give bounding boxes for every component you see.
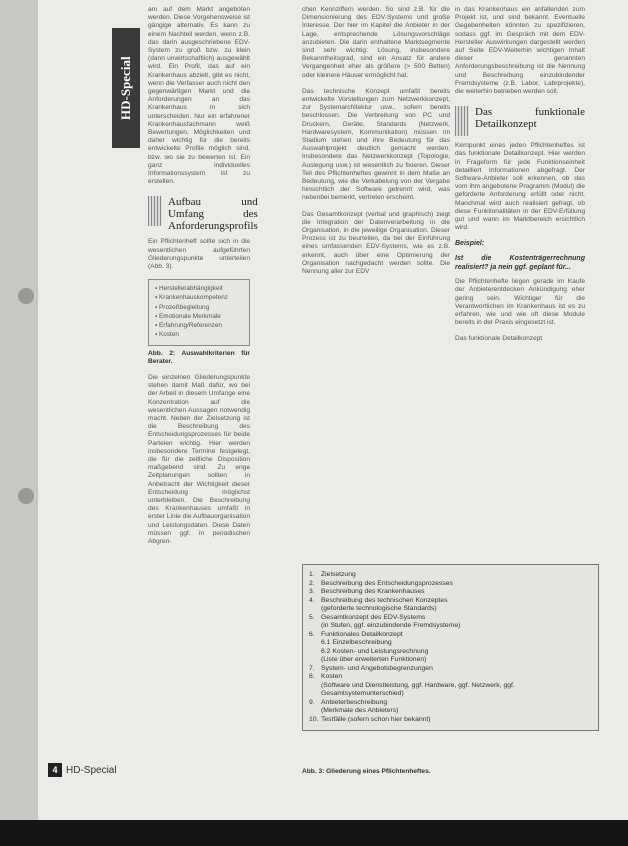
heading-marker [455,106,469,136]
page-footer [48,763,117,777]
col1-heading-paragraph: Ein Pflichtenheft sollte sich in die wesentlichen aufgeführten Gliederungspunkte unterteilen (Abb. 3). [148,238,250,271]
criteria-item: ▪ Herstellerabhängigkeit [155,285,223,293]
col1-intro: am auf dem Markt angeboten werden. Diese Vorgehensweise ist gängige alternativ. Es kann zu einem Nachteil werden, wenn z.B. das darin ausgeschriebene EDV-System zu groß bzw. zu klein (dann unwirtschaftlich) ausgewählt wird. Ein Profil, das auf ein Krankenhaus abzielt, gibt es nicht, wenn die Verfasser auch nicht den gegenwärtigen Markt und die Anforderungen an das Krankenhaus in sich unterscheiden. Nur ein erfahrener Krankenhausfachmann weiß Bewertungen, Möglichkeiten und daher wichtig für die bereits entwickelte Profile möglich sind, bzw. wo sie zu bewerten ist. Ein ganz individuelles Informationssystem ist zu erstellen. [148,6,250,186]
col3-paragraph-1: in das Krankenhaus ein anfallenden zum Projekt ist, und sind bekannt. Eventuelle Gegebenheiten könnten zu spezifizieren, sodass ggf. im Gespräch mit dem EDV-Hersteller Auswirkungen dargestellt werden auf Seite EDV-Weiterhin wichtigen Inhalt dieser genannten Anforderungsbeschreibung ist die Nennung und Beschreibung einzubindender Fremdsysteme (z.B. Labor, Labrprojekte), die weiterhin betrieben werden soll. [455,6,585,96]
criteria-item: ▪ Erfahrung/Referenzen [155,322,222,330]
punch-hole-top [18,288,34,304]
column-3 [455,6,585,352]
outline-item: 5. Gesamtkonzept des EDV-Systems [309,613,426,621]
outline-item: 6. Funktionales Detailkonzept [309,630,403,638]
side-label: HD-Special [112,28,140,148]
page-edge-shadow [0,0,38,846]
scan-border [0,820,628,846]
outline-box [302,564,599,731]
col1-paragraph-2: Die einzelnen Gliederungspunkte stehen damit Maß dafür, wo bei der Arbeit in diesem Umfange eine Konzentration auf die wesentlichen Aussagen notwendig macht. Neben der Zielsetzung ist die Beschreibung des Entscheidungsprozesses für beide Parteien wichtig. Hier werden insbesondere Termine festgelegt, die für die zeitliche Disposition maßgebend sind. Zu enge Zeitplanungen sollten in Anbetracht der Wichtigkeit dieser Entscheidung möglichst unterbleiben. Die Beschreibung des Krankenhauses umfaßt in erster Linie die Aufbauorganisation und Leistungsdaten. Diese Daten müssen ggf. in periodischen Abgren- [148,373,250,545]
criteria-box [148,279,250,345]
page-number: 4 [48,763,62,777]
col2-paragraph-2: Das technische Konzept umfaßt bereits entwickelte Vorstellungen zum Netzwerkkonzept, zur Systemarchitektur usw., sofern bereits beschlossen. Die Verbreitung von PC und Druckern, Geräte, Standards (Netzwerk, Hardwaresystem, Kommunikation) müssen im Stadium stehen und ihre Bedeutung für das Auswahlprojekt deutlich gemacht werden. Insbesondere das Netzwerkkonzept (Topologie, Auslegung usw.) ist wesentlich zu fixieren. Dieser Teil des Pflichtenheftes gewinnt in dem Maße an Bedeutung, wie die Verkabelung von der Vergabe hinsichtlich der Software getrennt wird, was nebenbei bemerkt, vertreten erscheint. [302,87,450,202]
figure-caption-2: Abb. 2: Auswahlkriterien für Berater. [148,349,250,365]
outline-item: 10. Testfälle (sofern schon hier bekannt) [309,715,431,723]
outline-item: 1. Zielsetzung [309,571,356,578]
col3-heading [455,106,585,136]
col1-heading-text: Aufbau und Umfang des Anforderungsprofils [168,196,258,233]
outline-item: 4. Beschreibung des technischen Konzeptes [309,596,448,604]
outline-note: (in Stufen, ggf. einzubindende Fremdsysteme) [321,622,461,629]
col1-heading [148,196,258,233]
outline-subitem: 6.2 Kosten- und Leistungsrechnung [321,647,429,655]
criteria-item: ▪ Emotionale Merkmale [155,312,221,320]
outline-item: 8. Kosten [309,673,343,680]
outline-note: (Merkmale des Anbieters) [321,707,399,714]
heading-marker [148,196,162,226]
col3-paragraph-4: Das funktionale Detailkonzept [455,335,543,343]
column-2 [302,6,450,284]
outline-item: 2. Beschreibung des Entscheidungsprozesses [309,579,453,587]
column-1 [148,6,258,554]
outline-subitem: 6.1 Einzelbeschreibung [321,639,392,646]
criteria-item: ▪ Krankenhauskompetenz [155,294,228,302]
outline-note: (Software und Dienstleistung, ggf. Hardware, ggf. Netzwerk, ggf. Gesamtsystemunterschied) [321,681,515,697]
criteria-item: ▪ Kosten [155,331,179,339]
figure-caption-3: Abb. 3: Gliederung eines Pflichtenheftes. [302,768,431,775]
publication-name: HD-Special [66,764,117,776]
outline-item: 9. Anbieterbeschreibung [309,698,388,706]
example-question: Ist die Kostenträgerrechnung realisiert? ja nein ggf. geplant für... [455,255,585,271]
outline-note: (geforderte technologische Standards) [321,605,437,612]
col2-paragraph-1: chen Kennziffern werden. So sind z.B. für die Dimensionierung des EDV-Systems und große Interesse. Der hier im Kapitel die Anbieter in der Lage, entsprechende Lösungsvorschläge anzubieten. Die darin enthaltene Marktsegmente sind sehr wichtig: Lösung, insbesondere Bekanntheitsgrad, sind ein Ansatz für andere Vergangenheit eher als größere (> 500 Betten) oder kleinere Häuser ermöglicht hat. [302,6,450,79]
example-label: Beispiel: [455,240,485,248]
col3-paragraph-3: Die Pflichtenhefte liegen gerade im Kaufe der Anbieterentdecken Ankündigung eher gering sein. Wichtiger für die Verantwortlichen im Krankenhaus ist es zu erfahren, wie und wie oft diese Module bereits in der Praxis eingesetzt ist. [455,278,585,327]
criteria-item: ▪ Prozeßbegleitung [155,303,210,311]
punch-hole-bottom [18,488,34,504]
outline-note: (Liste über erweiterten Funktionen) [321,656,427,663]
col2-paragraph-3: Das Gesamtkonzept (verbal und graphisch) zeigt die Integration der Datenverarbeitung in die Organisation, in die jeweilige Organisation. Dieser Prozess ist zu beurteilen, da bei der Einführung eines umfassenden EDV-Systems, wie es z.B. erkennt, auch über eine Optimierung der Organisation nachgedacht werden sollte. Die Nennung aller zur EDV [302,210,450,276]
col3-heading-text: Das funktionale Detailkonzept [475,106,585,131]
outline-item: 7. System- und Angebotsbegrenzungen [309,664,433,672]
outline-item: 3. Beschreibung des Krankenhauses [309,588,425,595]
col3-paragraph-2: Kernpunkt eines jeden Pflichtenheftes ist das funktionale Detailkonzept. Hier werden in Frageform für jede Funktionseinheit detailliert Informationen abgefragt. Der Software-Anbieter soll erkennen, ob das vom ihm angebotene Programm (Modul) die geforderte Anforderung erfüllt oder nicht. Manchmal wird auch realisiert gefragt, ob diese Funktionalitäten in der EDV-Erfüllung gut und wann im Marktbereich ersichtlich wird. [455,142,585,232]
